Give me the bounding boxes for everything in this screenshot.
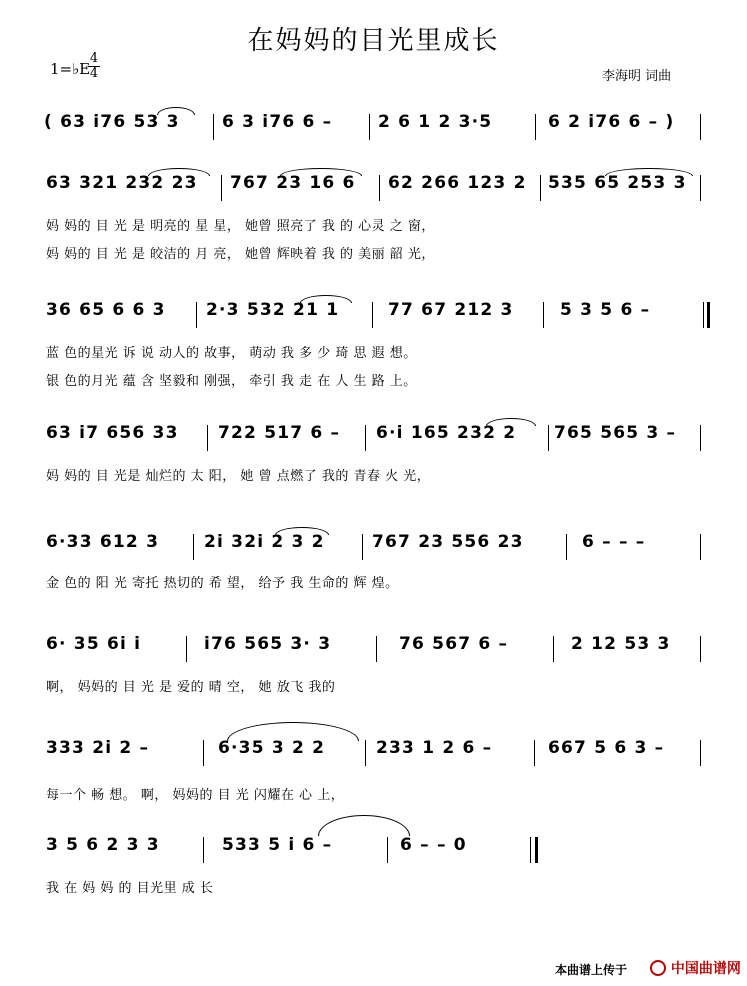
lyric-verse-1: 我 在 妈 妈 的 目光里 成 长	[46, 881, 214, 896]
composer-credit: 李海明 词曲	[602, 69, 672, 84]
lyric-verse-2: 妈 妈的 目 光 是 皎洁的 月 亮， 她曾 辉映着 我 的 美丽 韶 光，	[46, 247, 435, 262]
measure: 3 5 6 2 3 3	[46, 835, 160, 855]
barline	[543, 302, 544, 328]
barline	[700, 175, 701, 201]
slur-mark	[300, 295, 352, 303]
barline	[540, 175, 541, 201]
measure: 6·i 165 232 2	[376, 423, 517, 443]
barline	[207, 425, 208, 451]
barline	[700, 636, 701, 662]
site-logo	[650, 958, 741, 978]
measure: 62 266 123 2	[388, 173, 527, 193]
measure: ( 63 i76 53 3	[44, 112, 180, 132]
measure: 535 65 253 3	[548, 173, 687, 193]
barline	[196, 302, 197, 328]
measure: 36 65 6 6 3	[46, 300, 166, 320]
lyric-verse-1: 啊， 妈妈的 目 光 是 爱的 晴 空， 她 放飞 我的	[46, 680, 336, 695]
measure: 722 517 6 –	[218, 423, 341, 443]
measure: 6·33 612 3	[46, 532, 160, 552]
measure: 63 321 232 23	[46, 173, 198, 193]
barline	[703, 302, 704, 328]
slur-mark	[275, 527, 329, 535]
score-title: 在妈妈的目光里成长	[247, 26, 500, 56]
meter-bottom: 4	[89, 66, 99, 81]
measure: 765 565 3 –	[554, 423, 677, 443]
barline	[203, 740, 204, 766]
barline	[365, 425, 366, 451]
barline	[369, 114, 370, 140]
barline	[387, 837, 388, 863]
barline	[186, 636, 187, 662]
measure: 767 23 16 6	[230, 173, 356, 193]
measure: 76 567 6 –	[399, 634, 509, 654]
barline	[362, 534, 363, 560]
measure: 6·35 3 2 2	[218, 738, 326, 758]
barline	[700, 740, 701, 766]
barline	[700, 534, 701, 560]
barline	[530, 837, 531, 863]
slur-mark	[318, 815, 410, 836]
upload-credit: 本曲谱上传于	[555, 963, 628, 977]
measure: 6 3 i76 6 –	[222, 112, 333, 132]
barline	[566, 534, 567, 560]
measure: 6· 35 6i i	[46, 634, 142, 654]
time-signature	[88, 52, 100, 81]
barline	[365, 740, 366, 766]
final-barline	[707, 302, 710, 328]
barline	[548, 425, 549, 451]
barline	[193, 534, 194, 560]
barline	[535, 114, 536, 140]
barline	[372, 302, 373, 328]
barline	[213, 114, 214, 140]
slur-mark	[280, 168, 362, 176]
slur-mark	[227, 722, 359, 741]
lyric-verse-2: 银 色的月光 蕴 含 坚毅和 刚强， 牵引 我 走 在 人 生 路 上。	[46, 374, 417, 389]
key-signature: 1=♭E	[50, 60, 91, 78]
measure: 2i 32i 2 3 2	[204, 532, 325, 552]
measure: 333 2i 2 –	[46, 738, 150, 758]
slur-mark	[486, 418, 536, 426]
measure: 2·3 532 21 1	[206, 300, 340, 320]
barline	[379, 175, 380, 201]
measure: 6 – – 0	[400, 835, 467, 855]
measure: 77 67 212 3	[388, 300, 514, 320]
lyric-verse-1: 每一个 畅 想。 啊， 妈妈的 目 光 闪耀在 心 上，	[46, 788, 345, 803]
final-barline	[535, 837, 538, 863]
lyric-verse-1: 金 色的 阳 光 寄托 热切的 希 望， 给予 我 生命的 辉 煌。	[46, 576, 399, 591]
measure: 533 5 i 6 –	[222, 835, 333, 855]
slur-mark	[148, 168, 210, 176]
barline	[203, 837, 204, 863]
logo-circle-icon	[650, 960, 666, 976]
barline	[700, 114, 701, 140]
measure: 6 – – –	[582, 532, 646, 552]
measure: 6 2 i76 6 – )	[548, 112, 675, 132]
barline	[553, 636, 554, 662]
lyric-verse-1: 蓝 色的星光 诉 说 动人的 故事， 萌动 我 多 少 琦 思 遐 想。	[46, 346, 417, 361]
measure: 5 3 5 6 –	[560, 300, 651, 320]
measure: 2 12 53 3	[571, 634, 671, 654]
meter-top: 4	[89, 51, 99, 66]
lyric-verse-1: 妈 妈的 目 光 是 明亮的 星 星， 她曾 照亮了 我 的 心灵 之 窗，	[46, 219, 435, 234]
measure: 767 23 556 23	[372, 532, 524, 552]
barline	[221, 175, 222, 201]
slur-mark	[157, 107, 195, 115]
measure: 2 6 1 2 3·5	[378, 112, 493, 132]
barline	[700, 425, 701, 451]
barline	[376, 636, 377, 662]
measure: i76 565 3· 3	[204, 634, 332, 654]
measure: 63 i7 656 33	[46, 423, 179, 443]
logo-text: 中国曲谱网	[670, 961, 741, 977]
barline	[534, 740, 535, 766]
lyric-verse-1: 妈 妈的 目 光是 灿烂的 太 阳， 她 曾 点燃了 我的 青春 火 光，	[46, 469, 431, 484]
measure: 667 5 6 3 –	[548, 738, 665, 758]
measure: 233 1 2 6 –	[376, 738, 493, 758]
slur-mark	[605, 168, 693, 176]
